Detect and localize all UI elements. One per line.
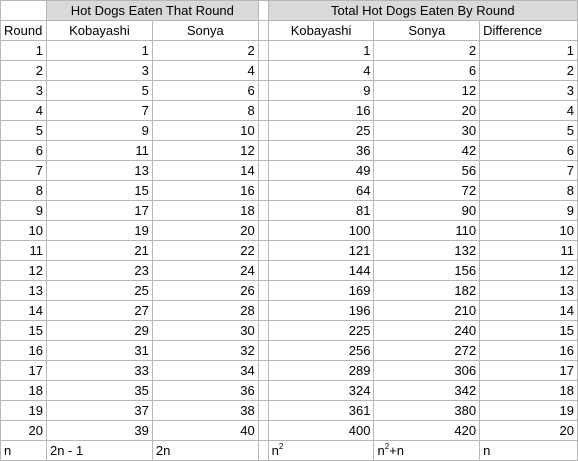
cell-kobayashi-total[interactable]: 1 [268,41,374,61]
cell-difference[interactable]: 15 [480,321,578,341]
cell-round[interactable]: 13 [1,281,47,301]
cell-sonya-total[interactable]: 20 [374,101,480,121]
table-row [1,321,578,341]
cell-difference[interactable]: 16 [480,341,578,361]
spacer-cell [258,141,268,161]
col-header-sonya-round[interactable]: Sonya [152,21,258,41]
formula-difference[interactable]: n [480,441,578,461]
formula-sonya-total-base: n [377,443,385,458]
cell-round[interactable]: 9 [1,201,47,221]
cell-difference[interactable]: 7 [480,161,578,181]
group-header-round[interactable]: Hot Dogs Eaten That Round [46,1,258,21]
cell-sonya-total[interactable]: 240 [374,321,480,341]
spacer-cell [258,421,268,441]
cell-sonya-round[interactable]: 38 [152,401,258,421]
cell-sonya-round[interactable]: 10 [152,121,258,141]
cell-sonya-total[interactable]: 110 [374,221,480,241]
cell-kobayashi-round[interactable]: 35 [46,381,152,401]
cell-sonya-round[interactable]: 2 [152,41,258,61]
cell-kobayashi-total[interactable]: 289 [268,361,374,381]
cell-difference[interactable]: 20 [480,421,578,441]
col-header-round[interactable]: Round [1,21,47,41]
cell-difference[interactable]: 4 [480,101,578,121]
cell-kobayashi-round[interactable]: 29 [46,321,152,341]
cell-difference[interactable]: 10 [480,221,578,241]
cell-sonya-total[interactable]: 156 [374,261,480,281]
spacer-cell [258,201,268,221]
cell-kobayashi-total[interactable]: 225 [268,321,374,341]
cell-difference[interactable]: 9 [480,201,578,221]
cell-sonya-round[interactable]: 6 [152,81,258,101]
formula-kobayashi-total[interactable] [268,441,374,461]
formula-row [1,441,578,461]
cell-sonya-total[interactable]: 2 [374,41,480,61]
cell-sonya-total[interactable]: 90 [374,201,480,221]
table-row [1,201,578,221]
table-row [1,161,578,181]
formula-sonya-round[interactable]: 2n [152,441,258,461]
cell-round[interactable]: 5 [1,121,47,141]
cell-sonya-round[interactable]: 34 [152,361,258,381]
table-row [1,221,578,241]
cell-sonya-total[interactable]: 306 [374,361,480,381]
cell-kobayashi-round[interactable]: 11 [46,141,152,161]
cell-kobayashi-round[interactable]: 15 [46,181,152,201]
formula-sonya-total-exp: 2 [384,441,390,451]
cell-kobayashi-round[interactable]: 17 [46,201,152,221]
cell-difference[interactable]: 3 [480,81,578,101]
cell-kobayashi-round[interactable]: 7 [46,101,152,121]
table-row [1,181,578,201]
cell-sonya-round[interactable]: 8 [152,101,258,121]
cell-round[interactable]: 16 [1,341,47,361]
formula-round[interactable]: n [1,441,47,461]
cell-round[interactable]: 6 [1,141,47,161]
spacer-cell [258,181,268,201]
cell-kobayashi-total[interactable]: 169 [268,281,374,301]
cell-kobayashi-total[interactable]: 49 [268,161,374,181]
cell-difference[interactable]: 11 [480,241,578,261]
group-header-total[interactable]: Total Hot Dogs Eaten By Round [268,1,577,21]
cell-round[interactable]: 1 [1,41,47,61]
cell-sonya-round[interactable]: 24 [152,261,258,281]
cell-kobayashi-round[interactable]: 37 [46,401,152,421]
table-row [1,301,578,321]
cell-sonya-total[interactable]: 42 [374,141,480,161]
cell-difference[interactable]: 19 [480,401,578,421]
cell-round[interactable]: 12 [1,261,47,281]
cell-difference[interactable]: 6 [480,141,578,161]
cell-round[interactable]: 10 [1,221,47,241]
cell-kobayashi-round[interactable]: 33 [46,361,152,381]
cell-kobayashi-round[interactable]: 31 [46,341,152,361]
cell-kobayashi-total[interactable]: 9 [268,81,374,101]
cell-kobayashi-round[interactable]: 19 [46,221,152,241]
cell-sonya-round[interactable]: 22 [152,241,258,261]
cell-kobayashi-total[interactable]: 196 [268,301,374,321]
corner-cell[interactable] [1,1,47,21]
table-row [1,81,578,101]
cell-kobayashi-round[interactable]: 1 [46,41,152,61]
cell-round[interactable]: 7 [1,161,47,181]
cell-round[interactable]: 2 [1,61,47,81]
cell-kobayashi-round[interactable]: 9 [46,121,152,141]
col-header-kobayashi-total[interactable]: Kobayashi [268,21,374,41]
cell-sonya-round[interactable]: 32 [152,341,258,361]
cell-difference[interactable]: 17 [480,361,578,381]
cell-round[interactable]: 20 [1,421,47,441]
cell-kobayashi-total[interactable]: 100 [268,221,374,241]
cell-kobayashi-round[interactable]: 5 [46,81,152,101]
cell-sonya-round[interactable]: 40 [152,421,258,441]
spacer-cell [258,1,268,21]
cell-round[interactable]: 4 [1,101,47,121]
spacer-cell [258,21,268,41]
col-header-difference[interactable]: Difference [480,21,578,41]
cell-kobayashi-total[interactable]: 16 [268,101,374,121]
col-header-sonya-total[interactable]: Sonya [374,21,480,41]
header-group-row [1,1,578,21]
cell-kobayashi-total[interactable]: 121 [268,241,374,261]
cell-round[interactable]: 15 [1,321,47,341]
spacer-cell [258,221,268,241]
cell-sonya-round[interactable]: 30 [152,321,258,341]
cell-difference[interactable]: 12 [480,261,578,281]
formula-sonya-total[interactable] [374,441,480,461]
cell-kobayashi-round[interactable]: 27 [46,301,152,321]
cell-difference[interactable]: 5 [480,121,578,141]
cell-kobayashi-total[interactable]: 256 [268,341,374,361]
cell-round[interactable]: 3 [1,81,47,101]
cell-sonya-total[interactable]: 380 [374,401,480,421]
cell-sonya-total[interactable]: 210 [374,301,480,321]
cell-round[interactable]: 11 [1,241,47,261]
table-row [1,141,578,161]
cell-kobayashi-round[interactable]: 13 [46,161,152,181]
cell-kobayashi-total[interactable]: 144 [268,261,374,281]
cell-difference[interactable]: 8 [480,181,578,201]
formula-kobayashi-total-base: n [271,443,279,458]
cell-sonya-round[interactable]: 18 [152,201,258,221]
cell-sonya-round[interactable]: 16 [152,181,258,201]
spacer-cell [258,101,268,121]
cell-sonya-total[interactable]: 272 [374,341,480,361]
spacer-cell [258,321,268,341]
spacer-cell [258,241,268,261]
cell-sonya-round[interactable]: 14 [152,161,258,181]
cell-kobayashi-round[interactable]: 23 [46,261,152,281]
table-row [1,61,578,81]
cell-difference[interactable]: 2 [480,61,578,81]
cell-sonya-total[interactable]: 6 [374,61,480,81]
cell-kobayashi-total[interactable]: 324 [268,381,374,401]
formula-kobayashi-round[interactable]: 2n - 1 [46,441,152,461]
header-col-row [1,21,578,41]
cell-sonya-total[interactable]: 12 [374,81,480,101]
cell-difference[interactable]: 18 [480,381,578,401]
cell-sonya-round[interactable]: 4 [152,61,258,81]
col-header-kobayashi-round[interactable]: Kobayashi [46,21,152,41]
cell-kobayashi-total[interactable]: 64 [268,181,374,201]
cell-sonya-total[interactable]: 420 [374,421,480,441]
table-row [1,101,578,121]
table-row [1,421,578,441]
spacer-cell [258,361,268,381]
cell-sonya-round[interactable]: 20 [152,221,258,241]
spacer-cell [258,81,268,101]
spacer-cell [258,341,268,361]
table-row [1,241,578,261]
cell-kobayashi-total[interactable]: 4 [268,61,374,81]
cell-difference[interactable]: 1 [480,41,578,61]
cell-sonya-total[interactable]: 342 [374,381,480,401]
cell-sonya-round[interactable]: 36 [152,381,258,401]
cell-kobayashi-total[interactable]: 361 [268,401,374,421]
cell-sonya-total[interactable]: 72 [374,181,480,201]
spacer-cell [258,301,268,321]
cell-difference[interactable]: 13 [480,281,578,301]
cell-kobayashi-total[interactable]: 81 [268,201,374,221]
formula-sonya-total-tail: +n [389,443,404,458]
spacer-cell [258,281,268,301]
cell-round[interactable]: 14 [1,301,47,321]
spacer-cell [258,381,268,401]
table-row [1,281,578,301]
cell-kobayashi-total[interactable]: 25 [268,121,374,141]
cell-kobayashi-round[interactable]: 25 [46,281,152,301]
table-row [1,121,578,141]
cell-kobayashi-round[interactable]: 3 [46,61,152,81]
cell-sonya-total[interactable]: 56 [374,161,480,181]
table-row [1,341,578,361]
cell-round[interactable]: 18 [1,381,47,401]
cell-kobayashi-round[interactable]: 21 [46,241,152,261]
cell-kobayashi-round[interactable]: 39 [46,421,152,441]
table-row [1,381,578,401]
cell-sonya-round[interactable]: 28 [152,301,258,321]
formula-kobayashi-total-exp: 2 [278,441,284,451]
spacer-cell [258,61,268,81]
cell-kobayashi-total[interactable]: 36 [268,141,374,161]
cell-round[interactable]: 17 [1,361,47,381]
spacer-cell [258,161,268,181]
spacer-cell [258,441,268,461]
cell-sonya-total[interactable]: 132 [374,241,480,261]
cell-round[interactable]: 19 [1,401,47,421]
cell-round[interactable]: 8 [1,181,47,201]
table-row [1,361,578,381]
cell-sonya-round[interactable]: 26 [152,281,258,301]
cell-sonya-total[interactable]: 30 [374,121,480,141]
cell-sonya-total[interactable]: 182 [374,281,480,301]
cell-kobayashi-total[interactable]: 400 [268,421,374,441]
spacer-cell [258,121,268,141]
table-row [1,261,578,281]
spacer-cell [258,41,268,61]
cell-sonya-round[interactable]: 12 [152,141,258,161]
cell-difference[interactable]: 14 [480,301,578,321]
spacer-cell [258,261,268,281]
table-row [1,41,578,61]
